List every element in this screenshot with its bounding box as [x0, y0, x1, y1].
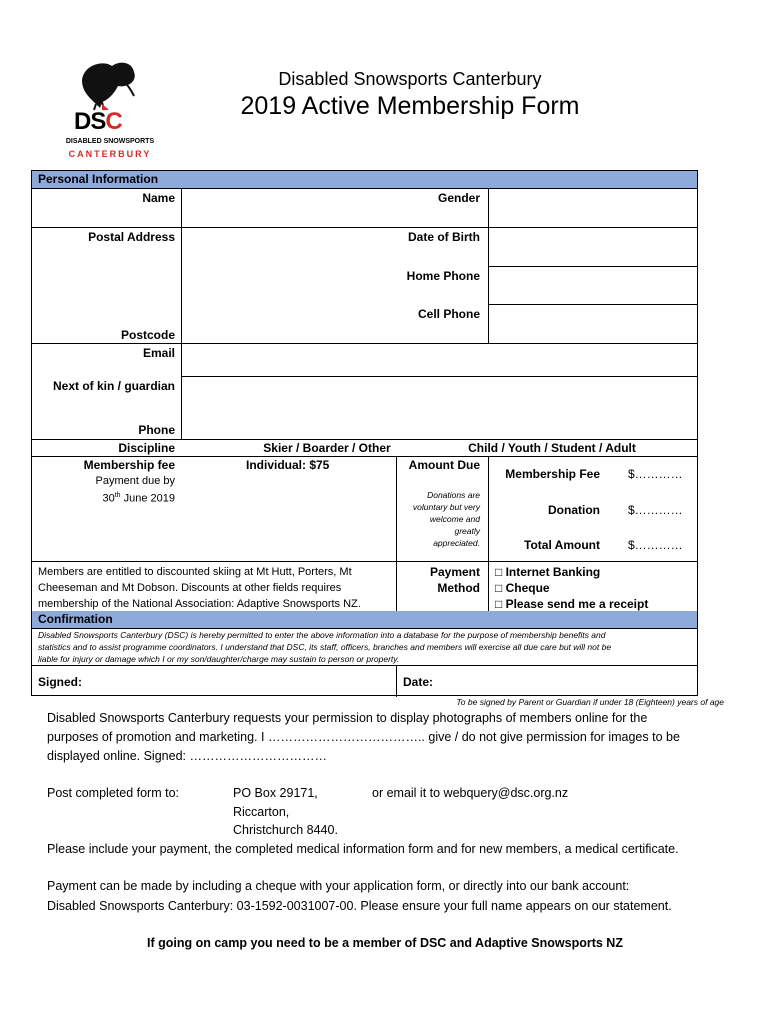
photo-permission-line2: purposes of promotion and marketing. I ……………………………….. give / do not give permission for images to be — [47, 730, 680, 744]
post-address-line1: PO Box 29171, — [233, 786, 318, 800]
bank-line2: Disabled Snowsports Canterbury: 03-1592-0031007-00. Please ensure your full name appears on our statement. — [47, 899, 672, 913]
signed-label: Signed: — [38, 675, 82, 689]
discount-note: Members are entitled to discounted skiing at Mt Hutt, Porters, Mt Cheeseman and Mt Dobson. Discounts at other fields requires membership of the National Association: Adaptive Snowsports NZ. — [38, 566, 361, 610]
bank-line1: Payment can be made by including a cheque with your application form, or directly into our bank account: — [47, 879, 630, 893]
personal-info-heading: Personal Information — [38, 172, 159, 186]
amount-due-label: Amount Due — [408, 458, 480, 472]
dsc-logo — [60, 58, 170, 164]
fee-amount-field[interactable]: $………… — [628, 467, 683, 481]
gender-label: Gender — [437, 191, 480, 205]
logo-line2: CANTERBURY — [68, 149, 152, 159]
internet-banking-checkbox[interactable]: □ Internet Banking — [495, 565, 601, 579]
total-label: Total Amount — [524, 538, 600, 552]
confirmation-heading: Confirmation — [38, 612, 113, 626]
payment-note: Please include your payment, the completed medical information form and for new members, a medical certificate. — [47, 842, 679, 856]
donation-label: Donation — [548, 503, 600, 517]
next-of-kin-field[interactable] — [182, 377, 696, 438]
name-field[interactable] — [182, 188, 487, 226]
org-title: Disabled Snowsports Canterbury — [278, 69, 542, 89]
email-field[interactable] — [182, 344, 696, 375]
dob-label: Date of Birth — [408, 230, 480, 244]
postal-address-field[interactable] — [182, 228, 487, 342]
post-address-line2: Riccarton, — [233, 805, 290, 819]
donation-amount-field[interactable]: $………… — [628, 503, 683, 517]
payment-due-date: 30th June 2019 — [102, 492, 175, 505]
confirmation-band — [32, 611, 697, 629]
logo-letters: DSC — [74, 108, 122, 135]
payment-due-line1: Payment due by — [95, 475, 175, 487]
logo-line1: DISABLED SNOWSPORTS — [65, 138, 155, 145]
personal-info-band — [32, 171, 697, 189]
name-label: Name — [142, 191, 175, 205]
signature-field[interactable] — [92, 667, 392, 695]
date-field[interactable] — [442, 667, 692, 695]
postal-address-label: Postal Address — [88, 230, 175, 244]
cell-phone-label: Cell Phone — [417, 307, 480, 321]
next-of-kin-label: Next of kin / guardian — [52, 379, 175, 393]
home-phone-label: Home Phone — [406, 269, 480, 283]
category-options[interactable]: Child / Youth / Student / Adult — [468, 441, 636, 455]
discipline-label: Discipline — [118, 441, 175, 455]
sign-note: To be signed by Parent or Guardian if under 18 (Eighteen) years of age — [456, 697, 724, 707]
camp-note: If going on camp you need to be a member of DSC and Adaptive Snowsports NZ — [147, 936, 623, 950]
email-label: Email — [142, 346, 175, 360]
phone-label: Phone — [138, 423, 175, 437]
email-instruction: or email it to webquery@dsc.org.nz — [372, 786, 569, 800]
donation-note: Donations are voluntary but very welcome and greatly appreciated. — [412, 490, 480, 548]
receipt-checkbox[interactable]: □ Please send me a receipt — [495, 597, 649, 611]
payment-method-label: Payment Method — [429, 565, 480, 595]
date-label: Date: — [403, 675, 434, 689]
form-title: 2019 Active Membership Form — [240, 92, 580, 120]
cheque-checkbox[interactable]: □ Cheque — [495, 581, 550, 595]
post-label: Post completed form to: — [47, 786, 180, 800]
photo-permission-line3: displayed online. Signed: …………………………… — [47, 749, 327, 763]
home-phone-field[interactable] — [489, 267, 696, 303]
gender-field[interactable] — [489, 188, 696, 226]
payment-options — [495, 564, 648, 612]
membership-form — [31, 170, 698, 696]
discipline-options[interactable]: Skier / Boarder / Other — [263, 441, 391, 455]
total-amount-field[interactable]: $………… — [628, 538, 683, 552]
dob-field[interactable] — [489, 228, 696, 265]
postcode-label: Postcode — [120, 328, 175, 342]
individual-fee: Individual: $75 — [246, 458, 330, 472]
cell-phone-field[interactable] — [489, 305, 696, 342]
confirmation-text: Disabled Snowsports Canterbury (DSC) is hereby permitted to enter the above information into a database for the purpose of membership benefits and statistics and to assist programme coordinators. I understand that DSC, its staff, officers, branches and members will exercise all due care but will not be liable for injury or damage which I or my son/daughter/charge may sustain to person or property. — [38, 630, 612, 664]
membership-fee-label: Membership fee — [83, 458, 175, 472]
post-address-line3: Christchurch 8440. — [233, 823, 338, 837]
photo-permission-line1: Disabled Snowsports Canterbury requests your permission to display photographs of members online for the — [47, 711, 648, 725]
fee-label: Membership Fee — [505, 467, 600, 481]
